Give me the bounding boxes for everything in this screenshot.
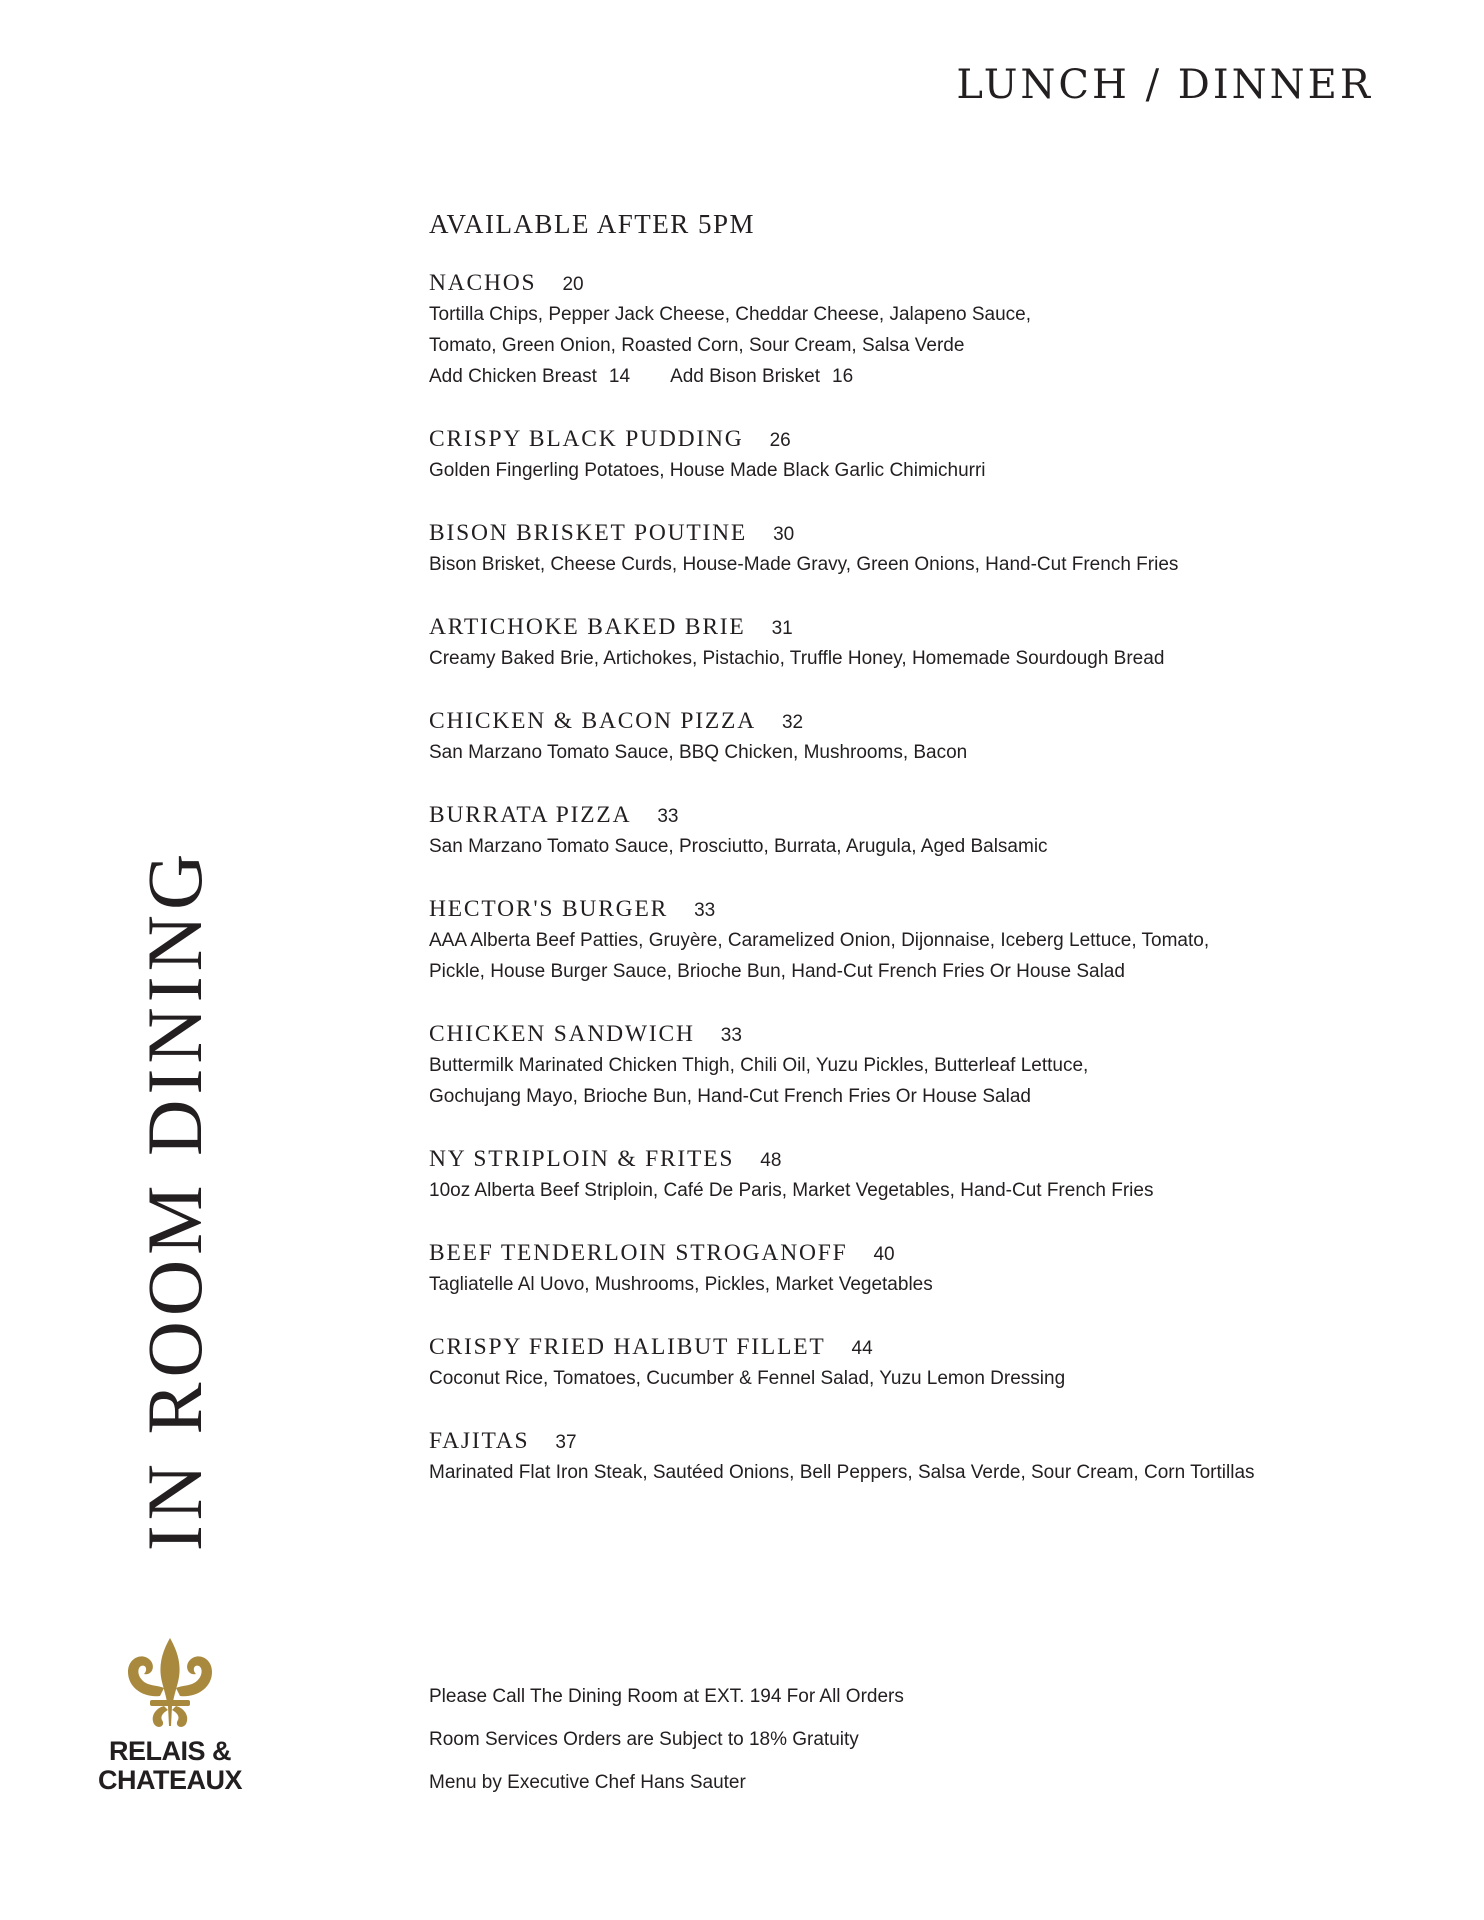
item-name <box>429 1332 1429 1363</box>
item-price: 30 <box>773 524 795 545</box>
menu-item <box>429 706 1429 768</box>
item-price: 33 <box>720 1025 742 1046</box>
item-description: 10oz Alberta Beef Striploin, Café De Paris, Market Vegetables, Hand-Cut French Fries <box>429 1180 1154 1201</box>
menu-item <box>429 800 1429 862</box>
item-description: Marinated Flat Iron Steak, Sautéed Onions, Bell Peppers, Salsa Verde, Sour Cream, Corn Tortillas <box>429 1462 1255 1483</box>
item-description: Tomato, Green Onion, Roasted Corn, Sour Cream, Salsa Verde <box>429 335 965 356</box>
item-price: 44 <box>851 1338 873 1359</box>
item-title: BURRATA PIZZA <box>429 802 632 828</box>
footer-note: Menu by Executive Chef Hans Sauter <box>429 1772 746 1793</box>
item-name <box>429 1238 1429 1269</box>
logo-line-1: RELAIS & <box>108 1736 231 1766</box>
item-title: FAJITAS <box>429 1428 530 1454</box>
logo-line-2: CHATEAUX <box>98 1765 242 1795</box>
item-title: BISON BRISKET POUTINE <box>429 520 748 546</box>
menu-item <box>429 518 1429 580</box>
item-description: Coconut Rice, Tomatoes, Cucumber & Fennel Salad, Yuzu Lemon Dressing <box>429 1368 1066 1389</box>
item-name <box>429 268 1429 299</box>
footer-note: Please Call The Dining Room at EXT. 194 For All Orders <box>429 1686 904 1707</box>
addon-label: Add Bison Brisket <box>670 366 821 387</box>
item-name <box>429 612 1429 643</box>
item-description: Pickle, House Burger Sauce, Brioche Bun, Hand-Cut French Fries Or House Salad <box>429 961 1125 982</box>
addon <box>670 361 853 392</box>
menu-item <box>429 612 1429 674</box>
addon-price: 16 <box>832 366 854 387</box>
item-price: 20 <box>562 274 584 295</box>
item-price: 32 <box>781 712 804 733</box>
item-name <box>429 518 1429 549</box>
item-title: NY STRIPLOIN & FRITES <box>429 1146 735 1172</box>
item-price: 31 <box>771 618 793 639</box>
item-title: CHICKEN & BACON PIZZA <box>429 708 756 734</box>
item-description: Creamy Baked Brie, Artichokes, Pistachio, Truffle Honey, Homemade Sourdough Bread <box>429 648 1165 669</box>
item-description: AAA Alberta Beef Patties, Gruyère, Caramelized Onion, Dijonnaise, Iceberg Lettuce, Tomato, <box>429 930 1210 951</box>
item-name <box>429 1426 1429 1457</box>
item-name <box>429 800 1429 831</box>
addon-label: Add Chicken Breast <box>429 366 597 387</box>
item-addons <box>429 361 1429 392</box>
item-price: 40 <box>873 1244 895 1265</box>
item-title: BEEF TENDERLOIN STROGANOFF <box>429 1240 848 1266</box>
footer-note: Room Services Orders are Subject to 18% Gratuity <box>429 1729 859 1750</box>
side-title: IN ROOM DINING <box>131 848 218 1552</box>
page-title: LUNCH / DINNER <box>956 62 1373 108</box>
menu-item <box>429 1332 1429 1394</box>
item-price: 48 <box>760 1150 782 1171</box>
item-price: 33 <box>694 900 716 921</box>
item-description: San Marzano Tomato Sauce, BBQ Chicken, Mushrooms, Bacon <box>429 742 968 763</box>
item-name <box>429 424 1429 455</box>
item-name <box>429 706 1429 737</box>
menu-item <box>429 1144 1429 1206</box>
addon <box>429 361 630 392</box>
item-description: Buttermilk Marinated Chicken Thigh, Chili Oil, Yuzu Pickles, Butterleaf Lettuce, <box>429 1055 1089 1076</box>
item-description: Gochujang Mayo, Brioche Bun, Hand-Cut French Fries Or House Salad <box>429 1086 1031 1107</box>
relais-chateaux-logo <box>95 1636 245 1795</box>
menu-item <box>429 268 1429 392</box>
menu-items <box>429 268 1429 1488</box>
menu-item <box>429 894 1429 987</box>
item-description: Bison Brisket, Cheese Curds, House-Made Gravy, Green Onions, Hand-Cut French Fries <box>429 554 1179 575</box>
menu-content <box>429 204 1429 1520</box>
fleur-de-lis-icon <box>120 1636 220 1732</box>
addon-price: 14 <box>608 366 631 387</box>
item-title: CHICKEN SANDWICH <box>429 1021 695 1047</box>
menu-item <box>429 1426 1429 1488</box>
item-name <box>429 894 1429 925</box>
menu-item <box>429 424 1429 486</box>
menu-item <box>429 1019 1429 1112</box>
item-price: 37 <box>555 1432 577 1453</box>
menu-item <box>429 1238 1429 1300</box>
item-title: HECTOR'S BURGER <box>429 896 669 922</box>
item-name <box>429 1144 1429 1175</box>
item-title: NACHOS <box>429 270 537 296</box>
item-title: ARTICHOKE BAKED BRIE <box>429 614 746 640</box>
item-description: San Marzano Tomato Sauce, Prosciutto, Burrata, Arugula, Aged Balsamic <box>429 836 1048 857</box>
item-title: CRISPY BLACK PUDDING <box>429 426 744 452</box>
item-title: CRISPY FRIED HALIBUT FILLET <box>429 1334 826 1360</box>
footer-notes <box>429 1680 904 1809</box>
item-description: Tagliatelle Al Uovo, Mushrooms, Pickles, Market Vegetables <box>429 1274 933 1295</box>
item-price: 26 <box>769 430 791 451</box>
section-subtitle: AVAILABLE AFTER 5PM <box>429 209 756 239</box>
item-description: Tortilla Chips, Pepper Jack Cheese, Cheddar Cheese, Jalapeno Sauce, <box>429 304 1032 325</box>
item-name <box>429 1019 1429 1050</box>
item-price: 33 <box>657 806 679 827</box>
item-description: Golden Fingerling Potatoes, House Made Black Garlic Chimichurri <box>429 460 986 481</box>
